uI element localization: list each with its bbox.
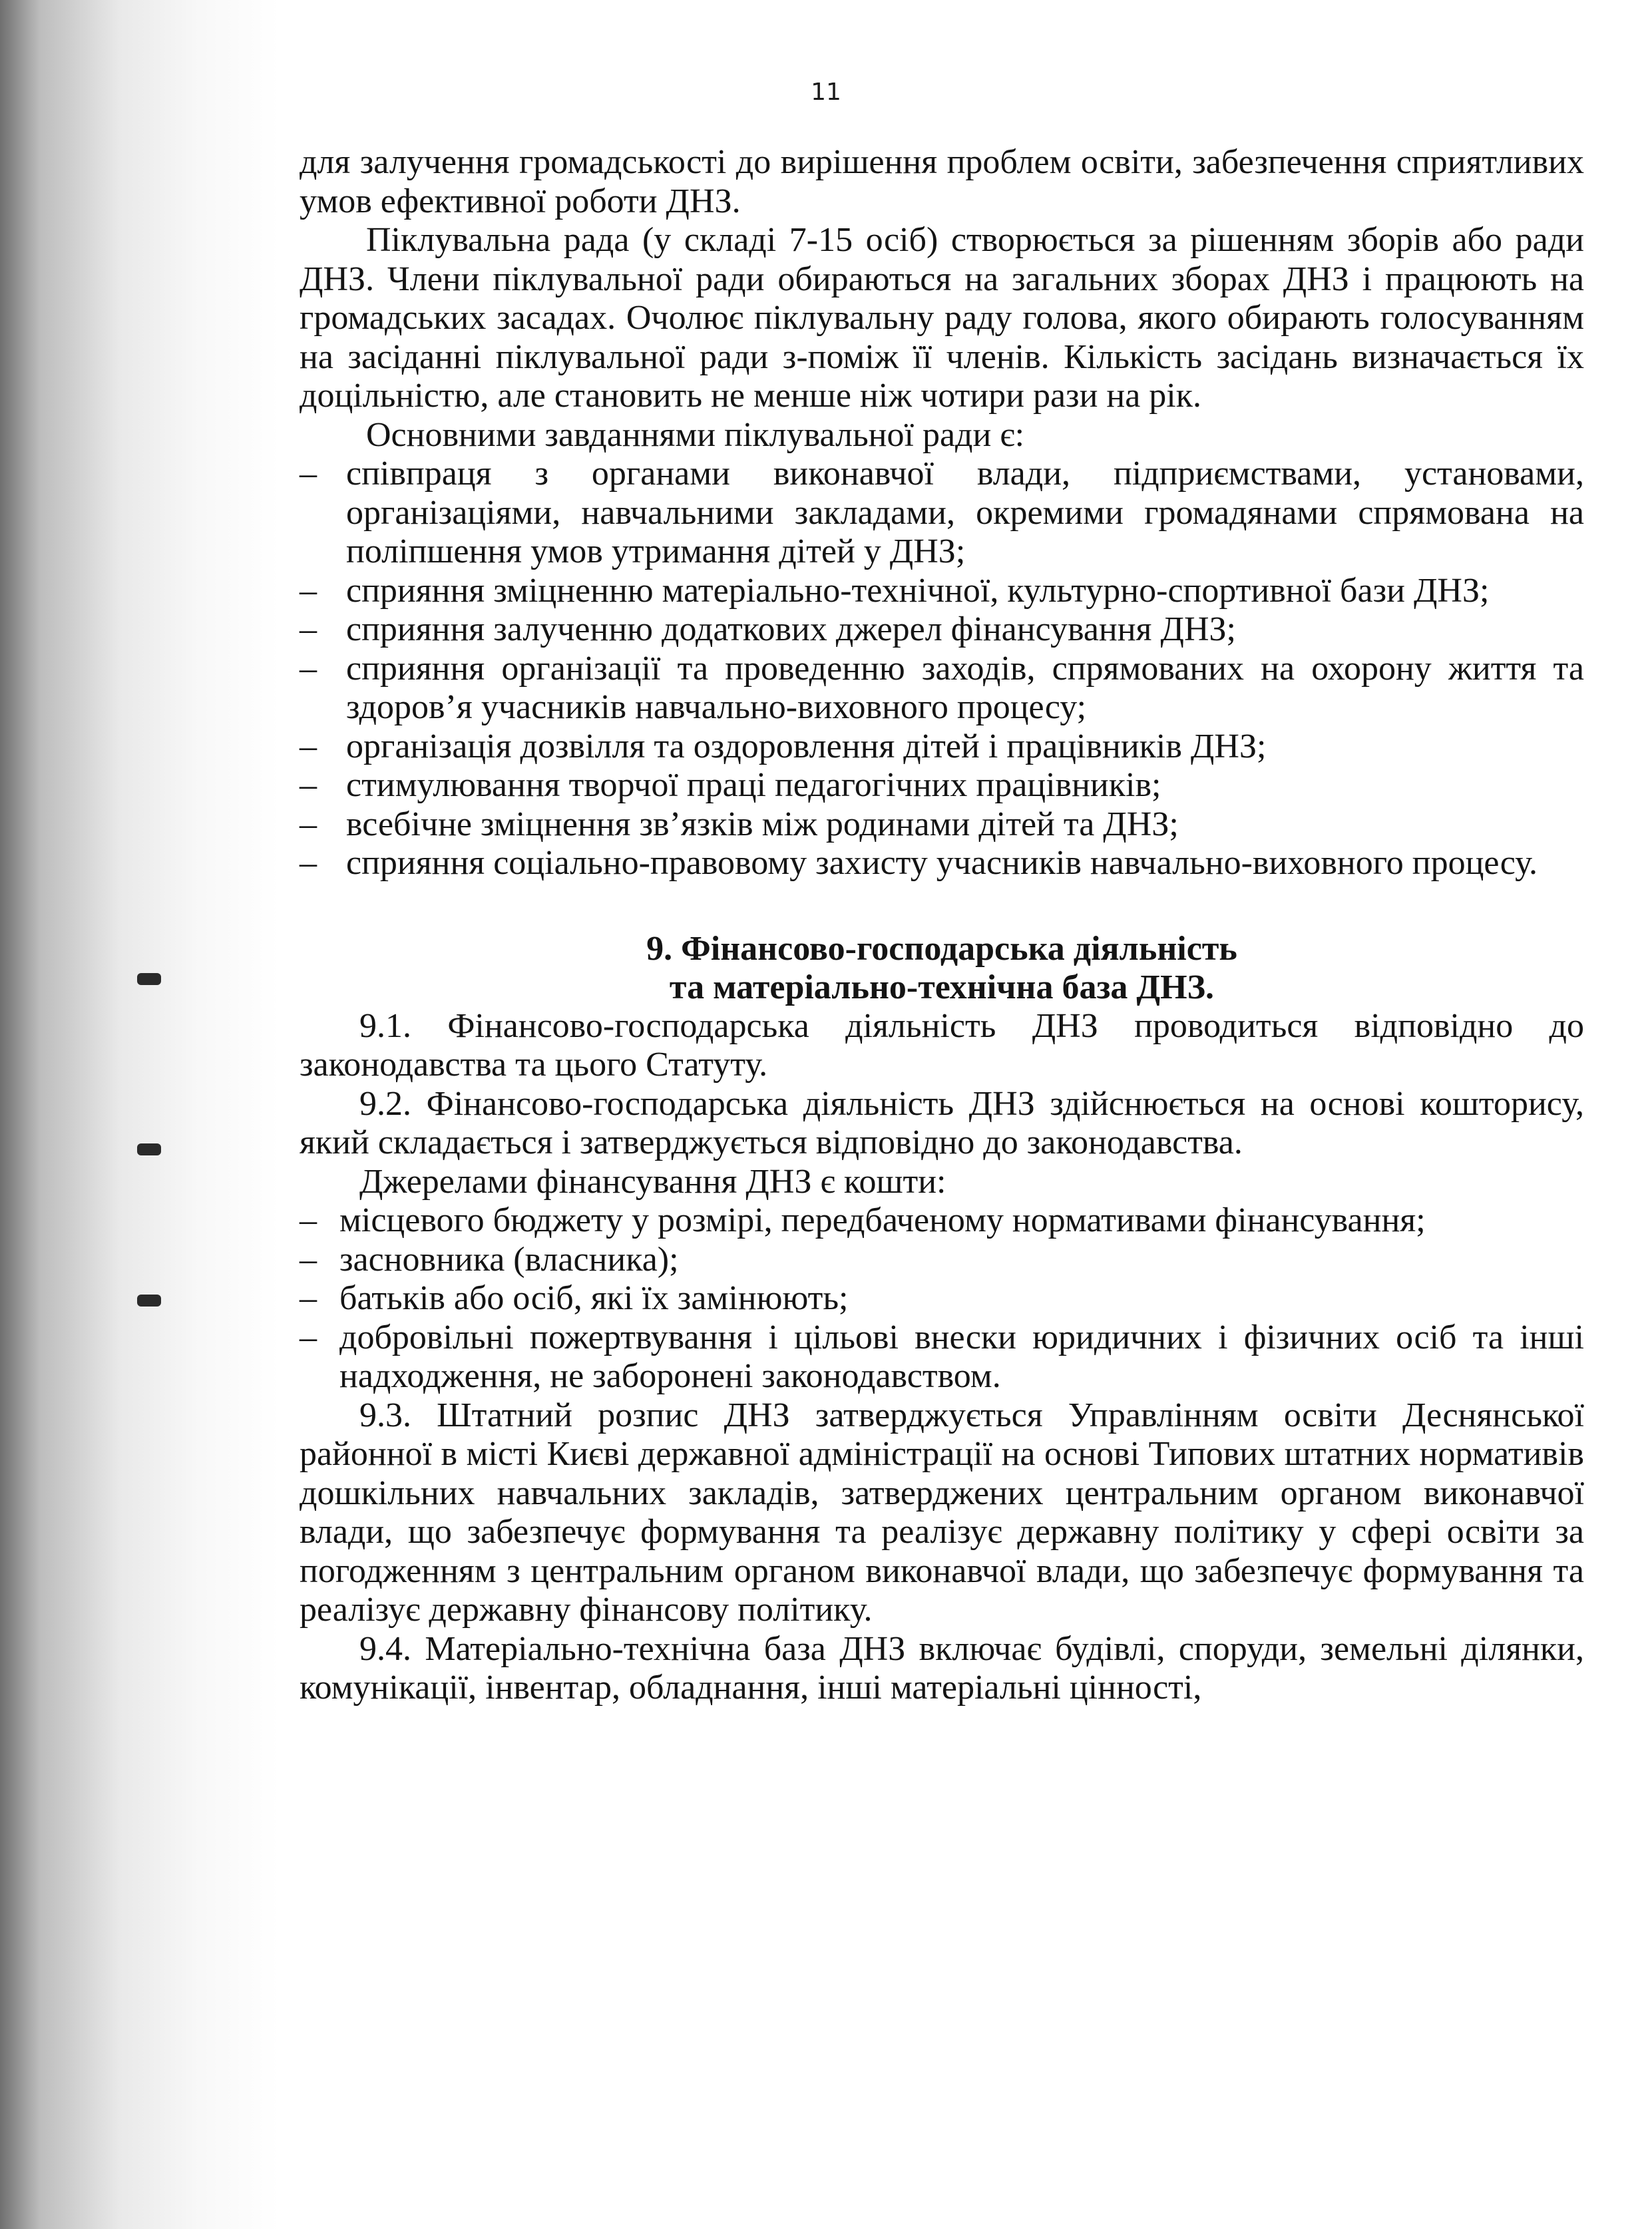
binding-hole xyxy=(137,1295,161,1307)
sources-list xyxy=(300,1201,1584,1396)
list-item xyxy=(300,1279,1584,1318)
list-item xyxy=(300,1318,1584,1396)
list-item xyxy=(300,727,1584,767)
list-item-text: співпраця з органами виконавчої влади, підприємствами, установами, організаціями, навчальними закладами, окремими громадянами спрямована на поліпшення умов утримання дітей у ДНЗ; xyxy=(346,455,1584,570)
binding-hole xyxy=(137,1143,161,1155)
document-body xyxy=(300,143,1584,1708)
list-item-text: місцевого бюджету у розмірі, передбаченому нормативами фінансування; xyxy=(339,1201,1426,1239)
list-item-text: стимулювання творчої праці педагогічних працівників; xyxy=(346,766,1161,804)
sources-intro: Джерелами фінансування ДНЗ є кошти: xyxy=(359,1162,946,1201)
dash-bullet: – xyxy=(300,844,317,882)
list-item-text: сприяння залученню додаткових джерел фінансування ДНЗ; xyxy=(346,610,1236,648)
section-heading-line1: 9. Фінансово-господарська діяльність xyxy=(646,929,1237,968)
dash-bullet: – xyxy=(300,571,317,610)
list-item-text: організація дозвілля та оздоровлення дітей і працівників ДНЗ; xyxy=(346,727,1267,765)
clause-9-1: 9.1. Фінансово-господарська діяльність ДНЗ проводиться відповідно до законодавства та цього Статуту. xyxy=(300,1006,1584,1084)
section-heading xyxy=(300,930,1584,1007)
list-item-text: всебічне зміцнення зв’язків між родинами дітей та ДНЗ; xyxy=(346,805,1179,843)
list-item-text: батьків або осіб, які їх замінюють; xyxy=(339,1279,849,1317)
dash-bullet: – xyxy=(300,610,317,648)
list-item xyxy=(300,766,1584,805)
list-item-text: сприяння організації та проведенню заходів, спрямованих на охорону життя та здоров’я учасників навчально-виховного процесу; xyxy=(346,649,1584,726)
dash-bullet: – xyxy=(300,455,317,493)
dash-bullet: – xyxy=(300,766,317,804)
intro-paragraph: для залучення громадськості до вирішення проблем освіти, забезпечення сприятливих умов ефективної роботи ДНЗ. xyxy=(300,143,1584,220)
tasks-list xyxy=(300,455,1584,883)
dash-bullet: – xyxy=(300,1240,317,1279)
clause-9-4: 9.4. Матеріально-технічна база ДНЗ включає будівлі, споруди, земельні ділянки, комунікації, інвентар, обладнання, інші матеріальні цінності, xyxy=(300,1629,1584,1707)
dash-bullet: – xyxy=(300,727,317,765)
list-item xyxy=(300,610,1584,650)
list-item xyxy=(300,455,1584,572)
list-item-text: сприяння зміцненню матеріально-технічної, культурно-спортивної бази ДНЗ; xyxy=(346,571,1490,610)
list-item xyxy=(300,1241,1584,1280)
list-item xyxy=(300,650,1584,727)
page-number: 11 xyxy=(811,79,841,106)
dash-bullet: – xyxy=(300,1201,317,1239)
list-item xyxy=(300,572,1584,611)
dash-bullet: – xyxy=(300,1279,317,1317)
list-item xyxy=(300,1201,1584,1241)
binding-hole xyxy=(137,973,161,985)
section-heading-line2: та матеріально-технічна база ДНЗ. xyxy=(669,968,1215,1006)
list-item-text: засновника (власника); xyxy=(339,1240,679,1279)
list-item-text: сприяння соціально-правовому захисту учасників навчально-виховного процесу. xyxy=(346,844,1538,882)
dash-bullet: – xyxy=(300,805,317,843)
tasks-intro: Основними завданнями піклувальної ради є: xyxy=(366,415,1025,454)
list-item-text: добровільні пожертвування і цільові внески юридичних і фізичних осіб та інші надходження, не заборонені законодавством. xyxy=(339,1318,1584,1395)
dash-bullet: – xyxy=(300,649,317,688)
clause-9-3: 9.3. Штатний розпис ДНЗ затверджується Управлінням освіти Деснянської районної в місті Києві державної адміністрації на основі Типових штатних нормативів дошкільних навчальних закладів, затверджених центральним органом виконавчої влади, що забезпечує формування та реалізує державну політику у сфері освіти за погодженням з центральним органом виконавчої влади, що забезпечує формування та реалізує державну фінансову політику. xyxy=(300,1396,1584,1629)
list-item xyxy=(300,844,1584,883)
dash-bullet: – xyxy=(300,1318,317,1356)
board-paragraph: Піклувальна рада (у складі 7-15 осіб) створюється за рішенням зборів або ради ДНЗ. Члени піклувальної ради обираються на загальних зборах ДНЗ і працюють на громадських засадах. Очолює піклувальну раду голова, якого обирають голосуванням на засіданні піклувальної ради з-поміж її членів. Кількість засідань визначається їх доцільністю, але становить не менше ніж чотири рази на рік. xyxy=(300,221,1584,415)
list-item xyxy=(300,805,1584,845)
clause-9-2: 9.2. Фінансово-господарська діяльність ДНЗ здійснюється на основі кошторису, який складається і затверджується відповідно до законодавства. xyxy=(300,1084,1584,1161)
